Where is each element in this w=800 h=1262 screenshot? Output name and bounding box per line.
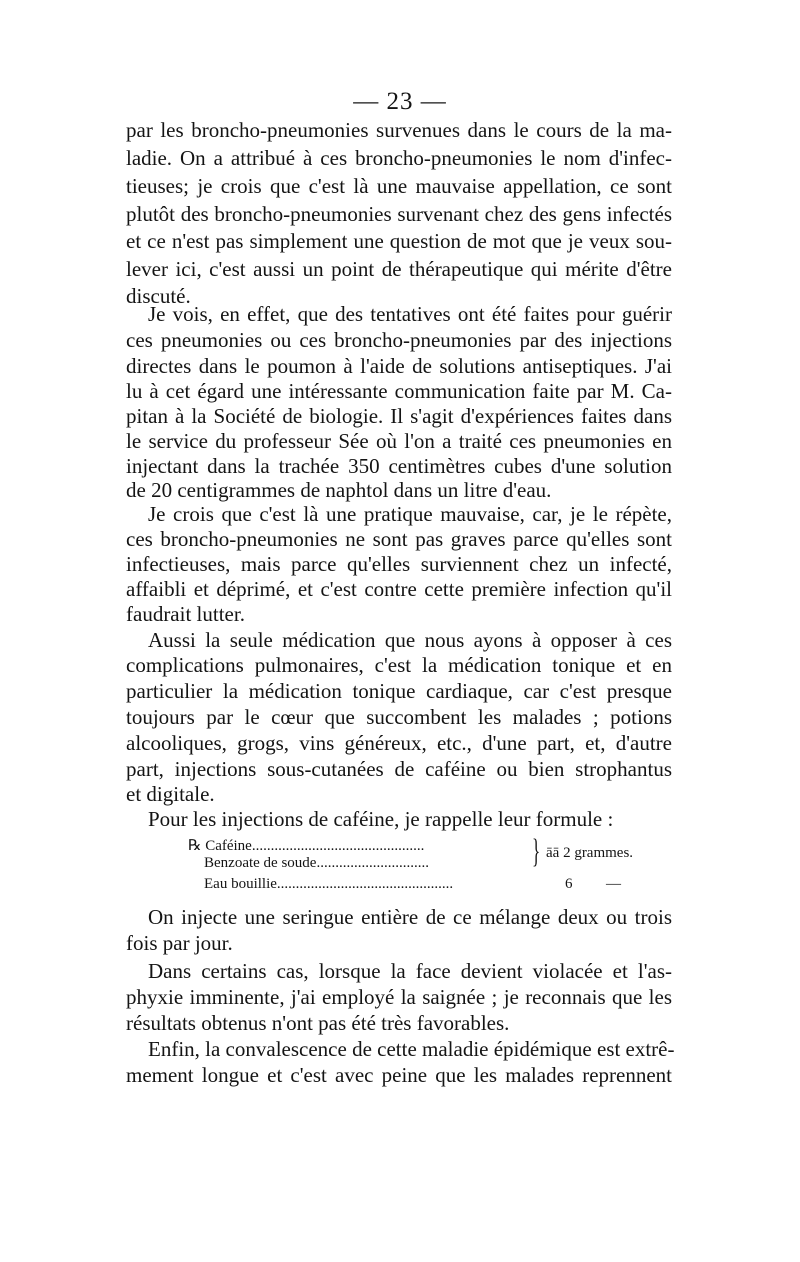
text-line: ces broncho-pneumonies ne sont pas graves parce qu'elles sont bbox=[126, 527, 672, 551]
recipe-dose-eau-unit: — bbox=[606, 876, 621, 892]
text-line: directes dans le poumon à l'aide de solutions antiseptiques. J'ai bbox=[126, 354, 672, 378]
text-line: On injecte une seringue entière de ce mélange deux ou trois bbox=[148, 905, 672, 929]
text-line: plutôt des broncho-pneumonies survenant chez des gens infectés bbox=[126, 202, 672, 226]
recipe-dose-eau: 6 bbox=[565, 876, 573, 892]
text-line: et digitale. bbox=[126, 782, 215, 806]
text-line: injectant dans la trachée 350 centimètres cubes d'une solution bbox=[126, 454, 672, 478]
text-line: par les broncho-pneumonies survenues dans le cours de la ma- bbox=[126, 118, 672, 142]
recipe-line-cafeine: ℞ Caféine.............................................. bbox=[188, 838, 425, 854]
text-line: mement longue et c'est avec peine que les malades reprennent bbox=[126, 1063, 672, 1087]
text-line: pitan à la Société de biologie. Il s'agit d'expériences faites dans bbox=[126, 404, 672, 428]
recipe-line-eau: Eau bouillie............................................... bbox=[204, 876, 454, 892]
recipe-shared-dose: āā 2 grammes. bbox=[546, 845, 634, 861]
text-line: lever ici, c'est aussi un point de thérapeutique qui mérite d'être bbox=[126, 257, 672, 281]
text-line: Dans certains cas, lorsque la face devient violacée et l'as- bbox=[148, 959, 672, 983]
text-line: Je vois, en effet, que des tentatives ont été faites pour guérir bbox=[148, 302, 672, 326]
text-line: Enfin, la convalescence de cette maladie épidémique est extrê- bbox=[148, 1037, 675, 1061]
text-line: faudrait lutter. bbox=[126, 602, 245, 626]
text-line: alcooliques, grogs, vins généreux, etc., d'une part, et, d'autre bbox=[126, 731, 672, 755]
text-line: phyxie imminente, j'ai employé la saignée ; je reconnais que les bbox=[126, 985, 672, 1009]
text-line: le service du professeur Sée où l'on a traité ces pneumonies en bbox=[126, 429, 672, 453]
text-line: résultats obtenus n'ont pas été très favorables. bbox=[126, 1011, 510, 1035]
text-line: fois par jour. bbox=[126, 931, 233, 955]
page-number: — 23 — bbox=[353, 88, 447, 115]
text-line: de 20 centigrammes de naphtol dans un litre d'eau. bbox=[126, 478, 552, 502]
text-line: Aussi la seule médication que nous ayons à opposer à ces bbox=[148, 628, 672, 652]
text-line: et ce n'est pas simplement une question de mot que je veux sou- bbox=[126, 229, 672, 253]
text-line: toujours par le cœur que succombent les malades ; potions bbox=[126, 705, 672, 729]
text-line: lu à cet égard une intéressante communication faite par M. Ca- bbox=[126, 379, 672, 403]
text-line: particulier la médication tonique cardiaque, car c'est presque bbox=[126, 679, 672, 703]
curly-brace-icon: } bbox=[532, 833, 541, 870]
text-line: Je crois que c'est là une pratique mauvaise, car, je le répète, bbox=[148, 502, 672, 526]
text-line: ladie. On a attribué à ces broncho-pneumonies le nom d'infec- bbox=[126, 146, 672, 170]
text-line: tieuses; je crois que c'est là une mauvaise appellation, ce sont bbox=[126, 174, 672, 198]
text-line: discuté. bbox=[126, 284, 191, 308]
text-line: affaibli et déprimé, et c'est contre cette première infection qu'il bbox=[126, 577, 672, 601]
text-line: ces pneumonies ou ces broncho-pneumonies par des injections bbox=[126, 328, 672, 352]
text-line: Pour les injections de caféine, je rappelle leur formule : bbox=[148, 807, 614, 831]
text-line: infectieuses, mais parce qu'elles surviennent chez un infecté, bbox=[126, 552, 672, 576]
recipe-line-benzoate: Benzoate de soude.............................. bbox=[204, 855, 429, 871]
text-line: complications pulmonaires, c'est la médication tonique et en bbox=[126, 653, 672, 677]
text-line: part, injections sous-cutanées de caféine ou bien strophantus bbox=[126, 757, 672, 781]
